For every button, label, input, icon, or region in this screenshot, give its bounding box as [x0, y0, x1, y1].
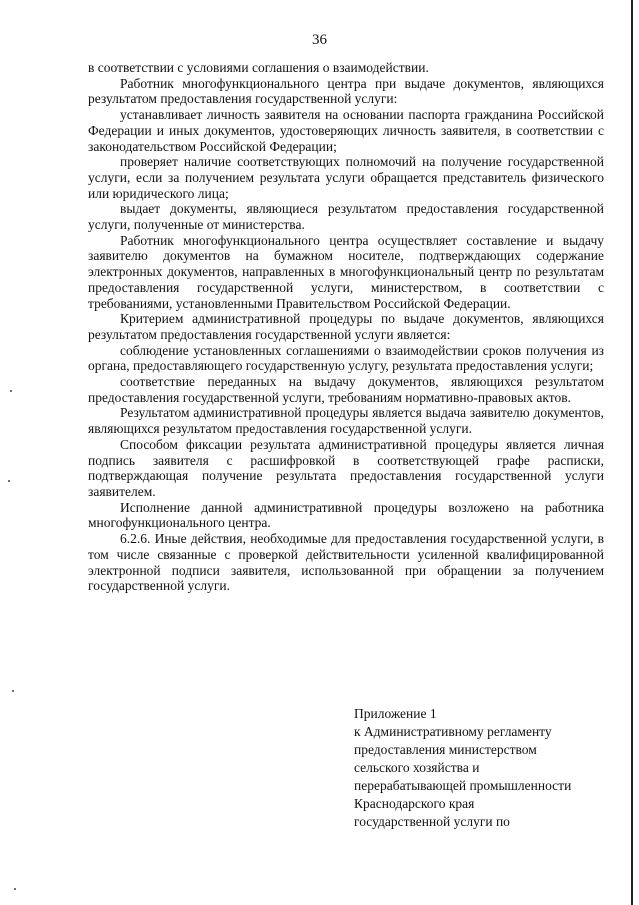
paragraph: соблюдение установленных соглашениями о взаимодействии сроков получения из органа, предоставляющего государственную услугу, результата предоставления услуги; — [88, 342, 604, 374]
paragraph: 6.2.6. Иные действия, необходимые для предоставления государственной услуги, в том числе связанные с проверкой действительности усиленной квалифицированной электронной подписи заявителя, использованной при обращении за получением государственной услуги. — [88, 531, 604, 594]
paragraph: устанавливает личность заявителя на основании паспорта гражданина Российской Федерации и иных документов, удостоверяющих личность заявителя, в соответствии с законодательством Российской Федерации; — [88, 107, 604, 154]
appendix-line: сельского хозяйства и — [354, 760, 480, 775]
paragraph: Исполнение данной административной процедуры возложено на работника многофункционального центра. — [88, 499, 604, 531]
paragraph: Результатом административной процедуры является выдача заявителю документов, являющихся результатом предоставления государственной услуги. — [88, 405, 604, 437]
paragraph: Способом фиксации результата административной процедуры является личная подпись заявителя с расшифровкой в соответствующей графе расписки, подтверждающая получение результата предоставления государственной услуги заявителем. — [88, 436, 604, 499]
scan-speck — [10, 390, 12, 392]
appendix-line: Приложение 1 — [354, 706, 437, 721]
appendix-block — [354, 705, 614, 831]
scan-speck — [14, 888, 16, 890]
scan-edge-line — [631, 0, 633, 905]
scan-speck — [8, 480, 10, 482]
page-number: 36 — [312, 32, 327, 48]
paragraph: Критерием административной процедуры по выдаче документов, являющихся результатом предоставления государственной услуги является: — [88, 311, 604, 342]
body-text — [88, 60, 604, 594]
appendix-line: предоставления министерством — [354, 742, 537, 757]
scan-speck — [12, 690, 14, 692]
appendix-line: перерабатывающей промышленности — [354, 778, 572, 793]
paragraph: Работник многофункционального центра осуществляет составление и выдачу заявителю документов на бумажном носителе, подтверждающих содержание электронных документов, направленных в многофункциональный центр по результатам предоставления государственной услуги, министерством, в соответствии с требованиями, установленными Правительством Российской Федерации. — [88, 232, 604, 311]
appendix-line: государственной услуги по — [354, 814, 510, 829]
paragraph: выдает документы, являющиеся результатом предоставления государственной услуги, полученные от министерства. — [88, 201, 604, 233]
paragraph: Работник многофункционального центра при выдаче документов, являющихся результатом предоставления государственной услуги: — [88, 75, 604, 107]
appendix-line: к Административному регламенту — [354, 724, 552, 739]
paragraph: проверяет наличие соответствующих полномочий на получение государственной услуги, если за получением результата услуги обращается представитель физического или юридического лица; — [88, 154, 604, 201]
paragraph: в соответствии с условиями соглашения о взаимодействии. — [88, 60, 429, 75]
paragraph: соответствие переданных на выдачу документов, являющихся результатом предоставления государственной услуги, требованиям нормативно-правовых актов. — [88, 374, 604, 405]
appendix-line: Краснодарского края — [354, 796, 475, 811]
